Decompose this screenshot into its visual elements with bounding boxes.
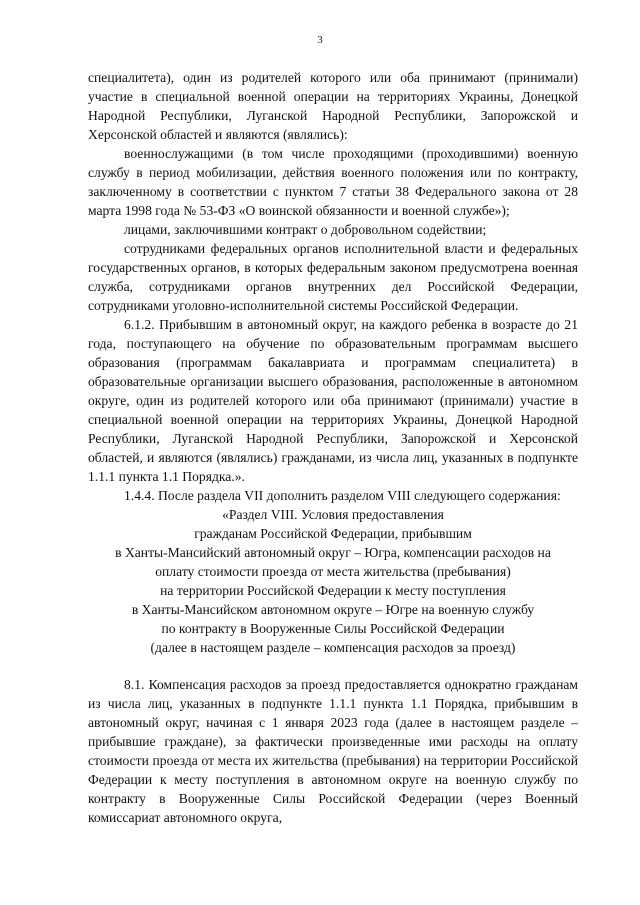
heading-line: по контракту в Вооруженные Силы Российской Федерации	[161, 621, 505, 636]
paragraph: 1.4.4. После раздела VII дополнить разделом VIII следующего содержания:	[124, 488, 561, 503]
paragraph: сотрудниками федеральных органов исполнительной власти и федеральных государственных органов, в которых федеральным законом предусмотрена военная служба, сотрудниками органов внутренних дел Российской Федерации, сотрудниками уголовно-исполнительной системы Российской Федерации.	[88, 241, 578, 313]
section-heading	[88, 505, 578, 657]
spacer	[88, 657, 578, 675]
heading-line: «Раздел VIII. Условия предоставления	[222, 507, 444, 522]
heading-line: гражданам Российской Федерации, прибывшим	[194, 526, 472, 541]
document-body	[88, 68, 578, 827]
heading-line: (далее в настоящем разделе – компенсация расходов за проезд)	[150, 640, 516, 655]
paragraph: 8.1. Компенсация расходов за проезд предоставляется однократно гражданам из числа лиц, указанных в подпункте 1.1.1 пункта 1.1 Порядка, прибывшим в автономный округ, начиная с 1 января 2023 года (далее в настоящем разделе – прибывшие граждане), за фактически произведенные ими расходы на оплату стоимости проезда от места их жительства (пребывания) на территории Российской Федерации к месту поступления в автономном округе на военную службу по контракту в Вооруженные Силы Российской Федерации (через Военный комиссариат автономного округа,	[88, 677, 578, 825]
heading-line: в Ханты-Мансийском автономном округе – Югре на военную службу	[131, 602, 535, 617]
paragraph: 6.1.2. Прибывшим в автономный округ, на каждого ребенка в возрасте до 21 года, поступающего на обучение по образовательным программам высшего образования (программам бакалавриата и программам специалитета) в образовательные организации высшего образования, расположенные в автономном округе, один из родителей которого или оба принимают (принимали) участие в специальной военной операции на территориях Украины, Донецкой Народной Республики, Луганской Народной Республики, Запорожской и Херсонской областей, и являются (являлись) гражданами, из числа лиц, указанных в подпункте 1.1.1 пункта 1.1 Порядка.».	[88, 317, 578, 484]
heading-line: на территории Российской Федерации к месту поступления	[160, 583, 506, 598]
page-number: 3	[317, 34, 323, 46]
heading-line: оплату стоимости проезда от места жительства (пребывания)	[155, 564, 511, 579]
paragraph: лицами, заключившими контракт о добровольном содействии;	[124, 222, 487, 237]
paragraph: военнослужащими (в том числе проходящими (проходившими) военную службу в период мобилизации, действия военного положения или по контракту, заключенному в соответствии с пунктом 7 статьи 38 Федерального закона от 28 марта 1998 года № 53-ФЗ «О воинской обязанности и военной службе»);	[88, 146, 578, 218]
heading-line: в Ханты-Мансийский автономный округ – Югра, компенсации расходов на	[115, 545, 551, 560]
paragraph: специалитета), один из родителей которого или оба принимают (принимали) участие в специальной военной операции на территориях Украины, Донецкой Народной Республики, Луганской Народной Республики, Запорожской и Херсонской областей и являются (являлись):	[88, 70, 578, 142]
